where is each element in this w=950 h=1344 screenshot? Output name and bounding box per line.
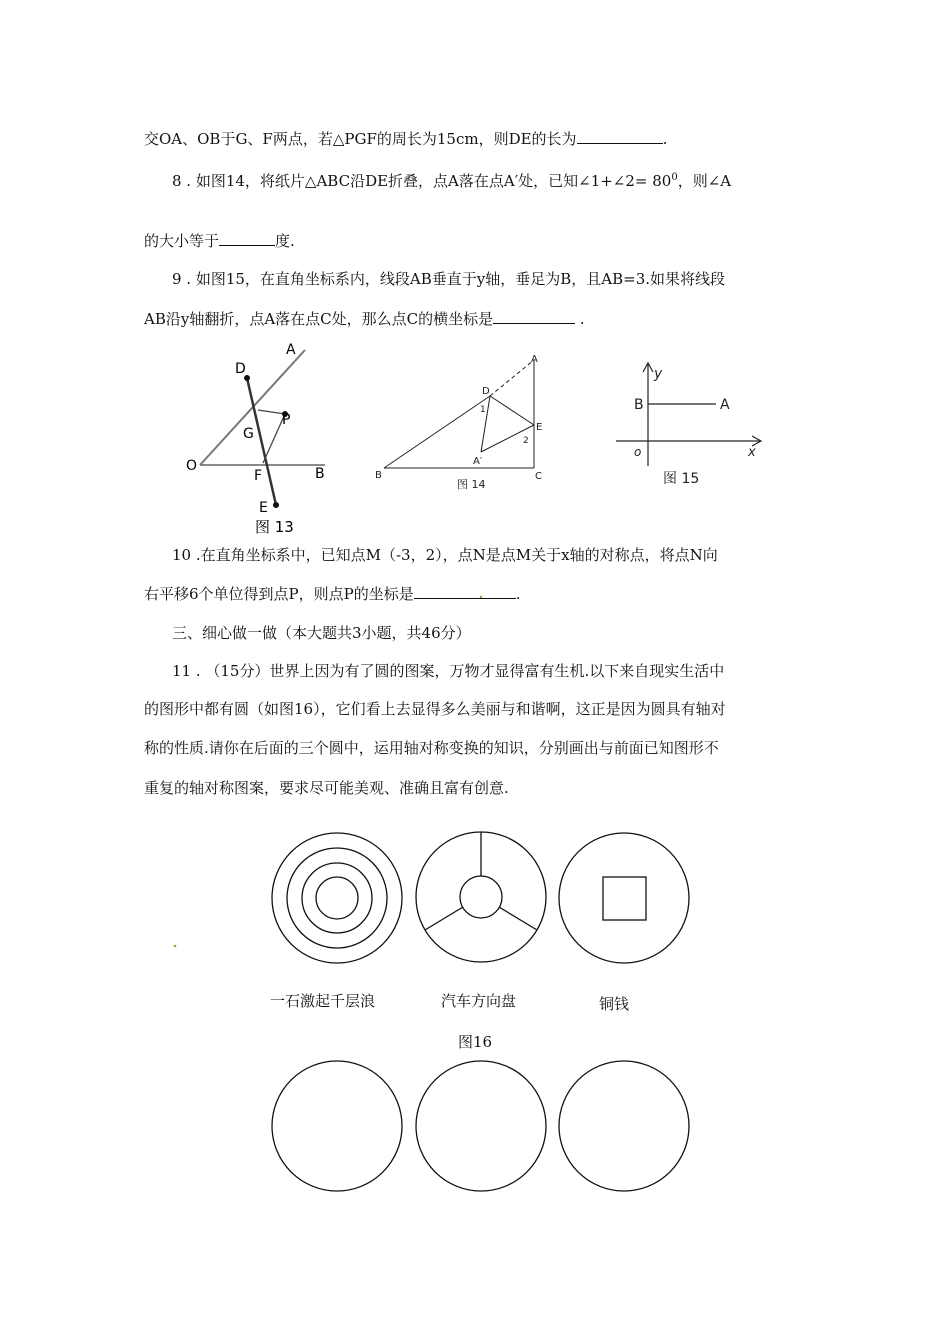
point-e (273, 502, 279, 508)
fig16-caption: 图16 (458, 1033, 493, 1051)
fig14-caption: 图 14 (457, 478, 486, 491)
figure-14 (375, 354, 542, 491)
segment-da-dashed (490, 360, 534, 396)
fig13-caption: 图 13 (255, 518, 294, 536)
figure-16 (272, 832, 689, 963)
scan-speck (174, 945, 177, 948)
label-a: A (720, 397, 730, 413)
line-q11: 11 . （15分）世界上因为有了圆的图案，万物才显得富有生机.以下来自现实生活中 (172, 662, 725, 680)
label-o: O (186, 458, 198, 474)
steering-wheel-figure (416, 832, 546, 962)
fig15-caption: 图 15 (663, 471, 700, 487)
answer-circles (272, 1061, 689, 1191)
line-q9-cont: AB沿y轴翻折，点A落在点C处，那么点C的横坐标是 . (144, 310, 585, 328)
answer-circle-2[interactable] (416, 1061, 546, 1191)
label-e: E (259, 500, 268, 516)
ripple-circle-figure (272, 833, 402, 963)
line-q11-c: 称的性质.请你在后面的三个圆中，运用轴对称变换的知识，分别画出与前面已知图形不 (144, 739, 719, 757)
fig16-item-coin: 铜钱 (599, 995, 630, 1013)
q10-text: 10 .在直角坐标系中，已知点M（-3，2），点N是点M关于x轴的对称点，将点N向 (172, 546, 718, 564)
q8-superscript: 0 (671, 172, 678, 183)
label-origin: o (634, 445, 642, 459)
label-a-prime: A′ (473, 456, 483, 467)
ripple-ring-3 (302, 863, 372, 933)
q7-text: 交OA、OB于G、F两点，若△PGF的周长为15cm，则DE的长为 (144, 130, 577, 148)
wheel-spoke-right (499, 907, 537, 930)
fig16-item-ripple: 一石激起千层浪 (270, 992, 376, 1010)
line-q11-b: 的图形中都有圆（如图16），它们看上去显得多么美丽与和谐啊，这正是因为圆具有轴对 (144, 700, 726, 718)
line-q8-cont: 的大小等于 度. (144, 232, 295, 250)
label-b: B (375, 470, 382, 481)
label-c: C (535, 471, 542, 482)
line-q7-end: 交OA、OB于G、F两点，若△PGF的周长为15cm，则DE的长为 . (144, 130, 668, 148)
figure-15 (616, 363, 761, 487)
line-q10-cont: 右平移6个单位得到点P，则点P的坐标是 . (144, 585, 521, 603)
fig16-item-steering-wheel: 汽车方向盘 (441, 992, 517, 1010)
wheel-hub (460, 876, 502, 918)
answer-circle-3[interactable] (559, 1061, 689, 1191)
label-y: y (654, 366, 663, 382)
line-q11-d: 重复的轴对称图案，要求尽可能美观、准确且富有创意. (144, 779, 509, 797)
wheel-spoke-left (425, 907, 463, 930)
label-f: F (254, 468, 263, 484)
segment-gp (258, 410, 285, 414)
label-g: G (243, 426, 254, 442)
q9-text: 9 . 如图15，在直角坐标系内，线段AB垂直于y轴，垂足为B，且AB=3.如果将线段 (172, 270, 726, 288)
answer-circle-1[interactable] (272, 1061, 402, 1191)
label-p: P (282, 412, 291, 428)
coin-square-hole (603, 877, 646, 920)
label-a: A (531, 354, 538, 365)
label-d: D (482, 386, 490, 397)
ripple-ring-4 (316, 877, 358, 919)
label-x: x (748, 445, 756, 460)
segment-de-fold (490, 396, 534, 425)
label-a: A (286, 342, 296, 358)
q8-text: 8 . 如图14，将纸片△ABC沿DE折叠，点A落在点A′处，已知∠1+∠2= 80 (172, 172, 672, 190)
line-q8: 8 . 如图14，将纸片△ABC沿DE折叠，点A落在点A′处，已知∠1+∠2= $80^0$，则∠A (172, 172, 732, 190)
label-d: D (235, 361, 246, 377)
label-e: E (536, 422, 543, 433)
label-b: B (315, 466, 325, 482)
coin-figure (559, 833, 689, 963)
ripple-ring-1 (272, 833, 402, 963)
scan-speck (480, 596, 482, 598)
section-3-heading: 三、细心做一做（本大题共3小题，共46分） (172, 624, 471, 642)
coin-rim (559, 833, 689, 963)
figure-13 (186, 342, 325, 536)
label-b: B (634, 397, 644, 413)
label-angle-1: 1 (480, 405, 486, 415)
label-angle-2: 2 (523, 436, 529, 446)
